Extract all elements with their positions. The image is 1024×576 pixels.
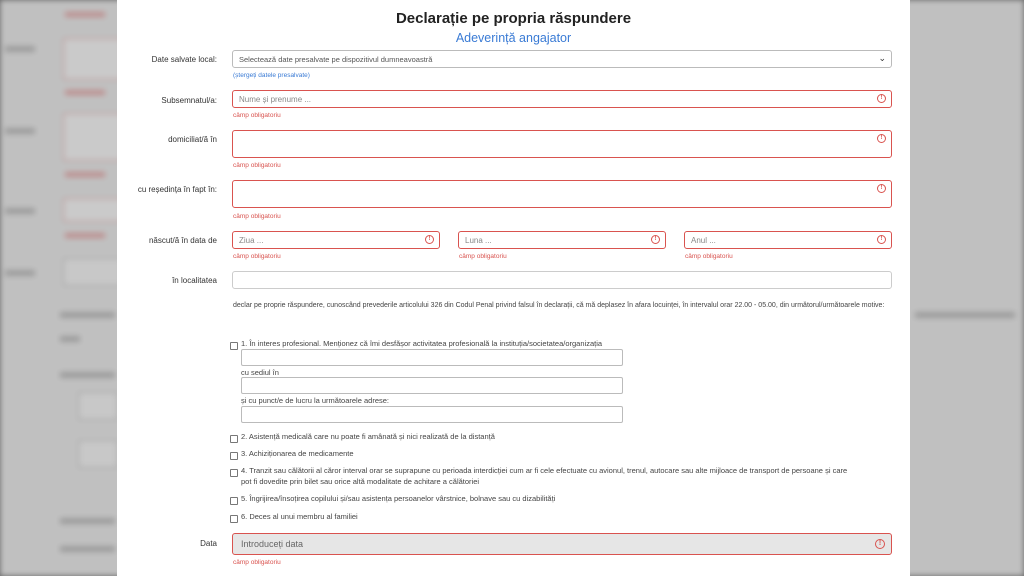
domiciliu-error: câmp obligatoriu (233, 162, 281, 169)
motive-2-label: 2. Asistență medicală care nu poate fi amânată și nici realizată de la distanță (241, 432, 495, 441)
saved-data-select-value: Selectează date presalvate pe dispozitivul dumneavoastră (239, 55, 433, 64)
data-label: Data (200, 539, 217, 548)
birth-month-input[interactable] (458, 231, 666, 249)
page-subtitle: Adeverință angajator (455, 31, 572, 45)
resedinta-label: cu reședința în fapt în: (137, 185, 217, 194)
birth-month-placeholder: Luna ... (465, 236, 492, 245)
birth-month-error: câmp obligatoriu (459, 253, 507, 260)
right-overlay (910, 0, 1024, 576)
name-input-placeholder: Nume și prenume ... (239, 95, 312, 104)
motive-4-checkbox[interactable] (230, 469, 238, 477)
birth-day-error: câmp obligatoriu (233, 253, 281, 260)
error-icon: ! (877, 184, 886, 193)
resedinta-textarea[interactable] (232, 180, 892, 208)
error-icon: ! (877, 94, 886, 103)
birth-year-error: câmp obligatoriu (685, 253, 733, 260)
birth-day-placeholder: Ziua ... (239, 236, 264, 245)
motive-1-label: 1. În interes profesional. Menționez că îmi desfășor activitatea profesională la instituția/societatea/organizația (241, 339, 603, 348)
error-icon: ! (875, 539, 885, 549)
page-title: Declarație pe propria răspundere (395, 10, 632, 27)
nascut-label: născut/ă în data de (148, 236, 217, 245)
motive-4-label-line1: 4. Tranzit sau călătorii al căror interval orar se suprapune cu perioada interdicției cum ar fi cele efectuate cu avionul, trenul, autocare sau alte mijloace de transport de persoane și care (241, 466, 848, 475)
institutie-input[interactable] (241, 349, 623, 366)
motive-4-label-line2: pot fi dovedite prin bilet sau orice altă modalitate de achitare a călătoriei (241, 477, 480, 486)
resedinta-error: câmp obligatoriu (233, 213, 281, 220)
date-input-placeholder: Introduceți data (241, 539, 304, 549)
declaration-text: declar pe proprie răspundere, cunoscând prevederile articolului 326 din Codul Penal privind falsul în declarații, că mă deplasez în afara locuinței, în intervalul orar 22.00 - 05.00, din următorul/următoarele motive: (233, 302, 885, 309)
error-icon: ! (651, 235, 660, 244)
motive-3-label: 3. Achiziționarea de medicamente (241, 449, 354, 458)
motive-2-checkbox[interactable] (230, 435, 238, 443)
birth-day-input[interactable] (232, 231, 440, 249)
chevron-down-icon: ⌄ (878, 53, 886, 63)
sediu-input[interactable] (241, 377, 623, 394)
sediu-label: cu sediul în (241, 368, 279, 377)
name-error: câmp obligatoriu (233, 112, 281, 119)
punct-lucru-input[interactable] (241, 406, 623, 423)
date-input[interactable] (232, 533, 892, 555)
saved-data-select[interactable] (232, 50, 892, 68)
domiciliat-label: domiciliat/ă în (168, 135, 217, 144)
clear-saved-data-link[interactable]: (ștergeți datele presalvate) (233, 72, 310, 79)
motive-5-checkbox[interactable] (230, 497, 238, 505)
motive-5-label: 5. Îngrijirea/însoțirea copilului și/sau asistența persoanelor vârstnice, bolnave sau cu dizabilități (241, 494, 556, 503)
error-icon: ! (877, 134, 886, 143)
date-error: câmp obligatoriu (233, 559, 281, 566)
birth-year-placeholder: Anul ... (691, 236, 716, 245)
motive-6-checkbox[interactable] (230, 515, 238, 523)
form-panel (117, 0, 910, 576)
subsemnatul-label: Subsemnatul/a: (161, 96, 217, 105)
name-input[interactable] (232, 90, 892, 108)
left-overlay (0, 0, 117, 576)
motive-6-label: 6. Deces al unui membru al familiei (241, 512, 358, 521)
birth-year-input[interactable] (684, 231, 892, 249)
motive-1-checkbox[interactable] (230, 342, 238, 350)
error-icon: ! (425, 235, 434, 244)
motive-3-checkbox[interactable] (230, 452, 238, 460)
error-icon: ! (877, 235, 886, 244)
punct-lucru-label: și cu punct/e de lucru la următoarele adrese: (241, 396, 389, 405)
localitatea-label: în localitatea (172, 276, 217, 285)
saved-data-label: Date salvate local: (151, 55, 217, 64)
localitate-input[interactable] (232, 271, 892, 289)
domiciliu-textarea[interactable] (232, 130, 892, 158)
